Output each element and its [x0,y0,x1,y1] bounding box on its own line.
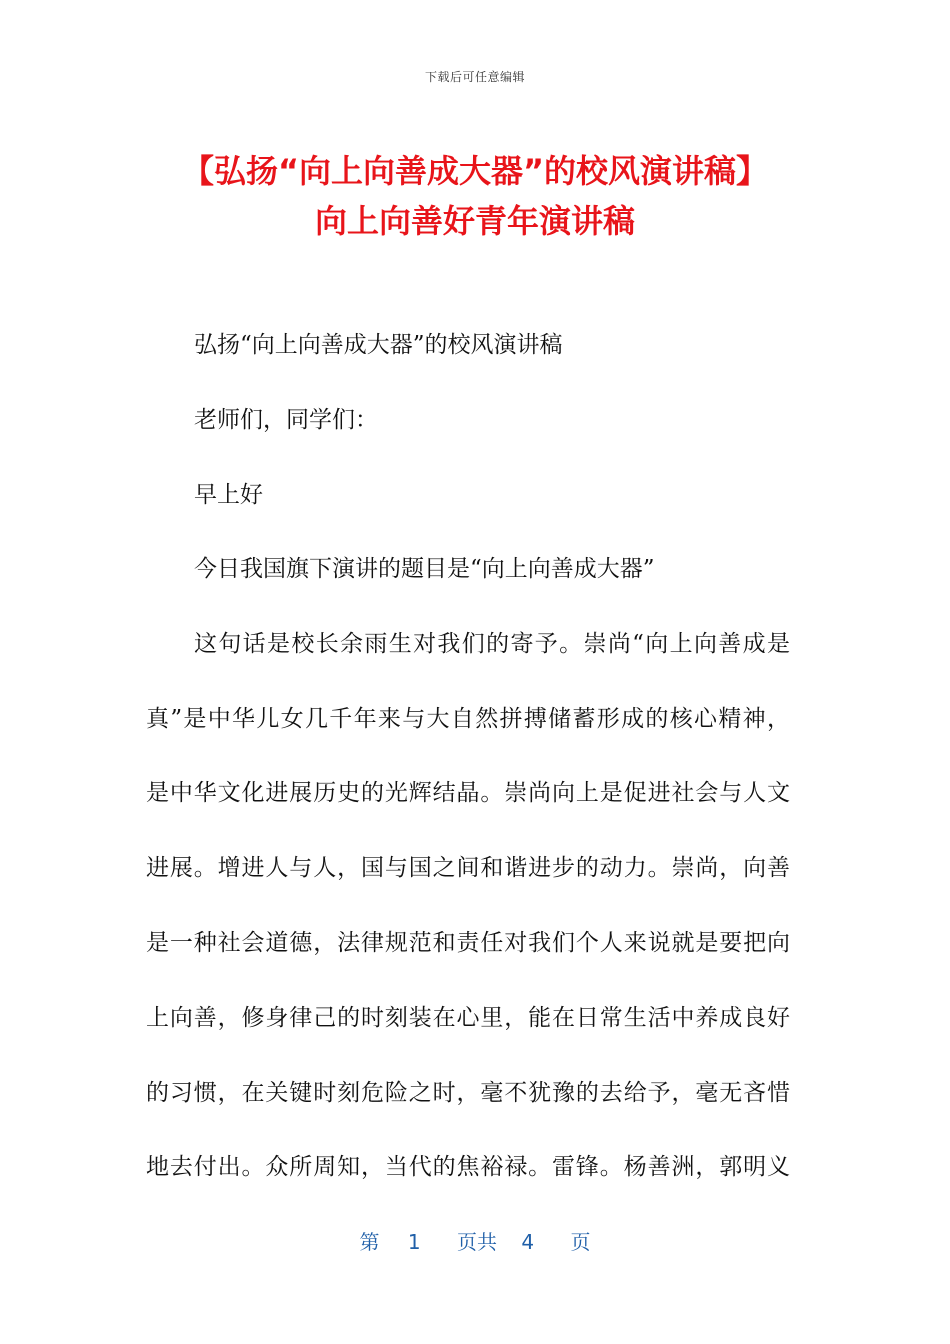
current-page-number: 1 [407,1230,421,1254]
morning-greeting: 早上好 [194,482,263,508]
paragraph-line: 上向善，修身律己的时刻装在心里，能在日常生活中养成良好 [146,1005,790,1031]
paragraph-line: 的习惯，在关键时刻危险之时，毫不犹豫的去给予，毫无吝惜 [146,1080,790,1106]
header-note: 下载后可任意编辑 [424,70,525,84]
paragraph-line: 是中华文化进展历史的光辉结晶。崇尚向上是促进社会与人文 [146,780,790,806]
title-line-1: 【弘扬“向上向善成大器”的校风演讲稿】 [181,152,769,190]
greeting: 老师们，同学们： [194,407,378,433]
speech-topic: 今日我国旗下演讲的题目是“向上向善成大器” [194,556,655,582]
paragraph-line: 进展。增进人与人，国与国之间和谐进步的动力。崇尚，向善 [146,855,790,881]
footer-middle: 页共 [457,1230,497,1254]
total-page-number: 4 [521,1230,535,1254]
paragraph-line: 是一种社会道德，法律规范和责任对我们个人来说就是要把向 [146,930,790,956]
paragraph-line: 这句话是校长余雨生对我们的寄予。崇尚“向上向善成是 [194,631,790,657]
paragraph-line: 真”是中华儿女几千年来与大自然拼搏储蓄形成的核心精神， [146,706,790,732]
footer-prefix: 第 [359,1230,380,1254]
title-line-2: 向上向善好青年演讲稿 [314,202,635,240]
footer-suffix: 页 [570,1230,591,1254]
page-footer [0,1226,950,1255]
body-heading: 弘扬“向上向善成大器”的校风演讲稿 [194,332,563,358]
document-title [60,146,890,246]
paragraph-line: 地去付出。众所周知，当代的焦裕禄。雷锋。杨善洲，郭明义 [146,1154,790,1180]
